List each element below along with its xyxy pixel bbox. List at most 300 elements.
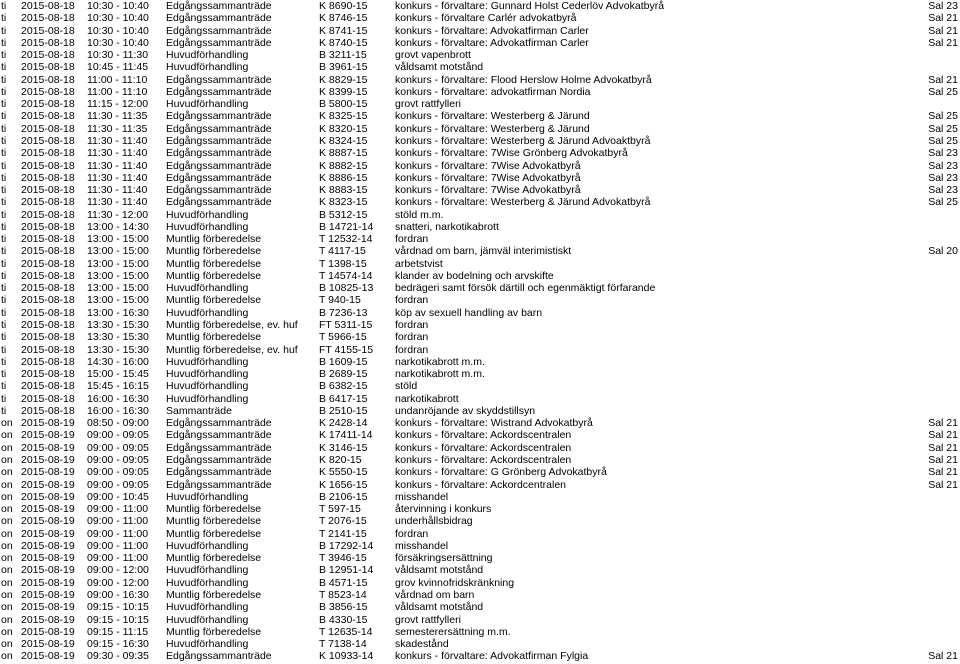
- schedule-row: [0, 380, 960, 392]
- time-cell: 09:00 - 09:05: [87, 453, 149, 466]
- description-cell: bedrägeri samt försök därtill och egenmäktigt förfarande: [395, 282, 656, 295]
- case-number-cell: T 597-15: [319, 503, 361, 516]
- time-cell: 13:30 - 15:30: [87, 343, 149, 356]
- hearing-type-cell: Huvudförhandling: [166, 564, 249, 577]
- schedule-row: [0, 147, 960, 159]
- description-cell: konkurs - förvaltare: 7Wise Grönberg Advokatbyrå: [395, 147, 628, 160]
- date-cell: 2015-08-18: [21, 208, 75, 221]
- case-number-cell: B 3961-15: [319, 61, 368, 74]
- schedule-row: [0, 528, 960, 540]
- hearing-type-cell: Huvudförhandling: [166, 49, 249, 62]
- description-cell: fordran: [395, 319, 429, 332]
- case-number-cell: T 12532-14: [319, 233, 373, 246]
- schedule-row: [0, 601, 960, 613]
- date-cell: 2015-08-19: [21, 478, 75, 491]
- date-cell: 2015-08-19: [21, 613, 75, 626]
- room-cell: Sal 23: [928, 159, 958, 172]
- description-cell: konkurs - förvaltare: Ackordscentralen: [395, 429, 572, 442]
- hearing-type-cell: Edgångssammanträde: [166, 36, 272, 49]
- hearing-type-cell: Huvudförhandling: [166, 368, 249, 381]
- time-cell: 09:00 - 11:00: [87, 527, 149, 540]
- time-cell: 13:00 - 15:00: [87, 245, 149, 258]
- day-cell: ti: [1, 49, 7, 62]
- date-cell: 2015-08-18: [21, 269, 75, 282]
- date-cell: 2015-08-18: [21, 0, 75, 12]
- schedule-row: [0, 245, 960, 257]
- date-cell: 2015-08-18: [21, 257, 75, 270]
- day-cell: on: [1, 527, 13, 540]
- schedule-row: [0, 417, 960, 429]
- case-number-cell: B 6417-15: [319, 392, 368, 405]
- description-cell: grovt rattfylleri: [395, 613, 461, 626]
- case-number-cell: K 8740-15: [319, 36, 368, 49]
- hearing-type-cell: Muntlig förberedelse: [166, 245, 262, 258]
- description-cell: försäkringsersättning: [395, 552, 493, 565]
- time-cell: 11:00 - 11:10: [87, 85, 148, 98]
- room-cell: Sal 21: [928, 417, 958, 430]
- schedule-row: [0, 442, 960, 454]
- schedule-row: [0, 491, 960, 503]
- date-cell: 2015-08-18: [21, 220, 75, 233]
- case-number-cell: K 8690-15: [319, 0, 368, 12]
- case-number-cell: B 3856-15: [319, 601, 368, 614]
- hearing-type-cell: Huvudförhandling: [166, 208, 249, 221]
- day-cell: ti: [1, 110, 7, 123]
- day-cell: on: [1, 441, 13, 454]
- time-cell: 13:00 - 15:00: [87, 282, 149, 295]
- case-number-cell: T 5966-15: [319, 331, 367, 344]
- schedule-row: [0, 331, 960, 343]
- time-cell: 09:00 - 09:05: [87, 466, 149, 479]
- hearing-type-cell: Edgångssammanträde: [166, 196, 272, 209]
- day-cell: ti: [1, 319, 7, 332]
- day-cell: ti: [1, 171, 7, 184]
- day-cell: on: [1, 429, 13, 442]
- date-cell: 2015-08-19: [21, 564, 75, 577]
- description-cell: snatteri, narkotikabrott: [395, 220, 499, 233]
- description-cell: narkotikabrott m.m.: [395, 355, 485, 368]
- hearing-type-cell: Edgångssammanträde: [166, 110, 272, 123]
- description-cell: grov kvinnofridskränkning: [395, 576, 515, 589]
- description-cell: underhållsbidrag: [395, 515, 473, 528]
- schedule-row: [0, 25, 960, 37]
- case-number-cell: B 2510-15: [319, 404, 368, 417]
- date-cell: 2015-08-18: [21, 233, 75, 246]
- description-cell: grovt rattfylleri: [395, 98, 461, 111]
- description-cell: konkurs - förvaltare: Ackordscentralen: [395, 441, 572, 454]
- case-number-cell: K 8323-15: [319, 196, 368, 209]
- date-cell: 2015-08-19: [21, 539, 75, 552]
- schedule-row: [0, 74, 960, 86]
- time-cell: 10:30 - 11:30: [87, 49, 149, 62]
- time-cell: 09:00 - 12:00: [87, 576, 149, 589]
- date-cell: 2015-08-19: [21, 515, 75, 528]
- hearing-type-cell: Edgångssammanträde: [166, 24, 272, 37]
- time-cell: 09:00 - 11:00: [87, 515, 149, 528]
- time-cell: 13:00 - 15:00: [87, 257, 149, 270]
- description-cell: misshandel: [395, 490, 449, 503]
- schedule-row: [0, 294, 960, 306]
- time-cell: 09:00 - 11:00: [87, 539, 149, 552]
- hearing-type-cell: Sammanträde: [166, 404, 232, 417]
- date-cell: 2015-08-19: [21, 576, 75, 589]
- date-cell: 2015-08-19: [21, 453, 75, 466]
- hearing-type-cell: Muntlig förberedelse, ev. huf: [166, 319, 298, 332]
- description-cell: fordran: [395, 294, 429, 307]
- description-cell: konkurs - förvaltare: advokatfirman Nordia: [395, 85, 591, 98]
- description-cell: konkurs - förvaltare: Advokatfirman Carler: [395, 36, 589, 49]
- case-number-cell: T 7138-14: [319, 638, 367, 651]
- day-cell: ti: [1, 85, 7, 98]
- hearing-type-cell: Edgångssammanträde: [166, 171, 272, 184]
- hearing-type-cell: Huvudförhandling: [166, 282, 249, 295]
- room-cell: Sal 21: [928, 12, 958, 25]
- time-cell: 13:30 - 15:30: [87, 331, 149, 344]
- description-cell: semesterersättning m.m.: [395, 625, 511, 638]
- description-cell: narkotikabrott: [395, 392, 459, 405]
- room-cell: Sal 21: [928, 24, 958, 37]
- day-cell: on: [1, 576, 13, 589]
- day-cell: ti: [1, 306, 7, 319]
- date-cell: 2015-08-18: [21, 12, 75, 25]
- room-cell: Sal 23: [928, 171, 958, 184]
- schedule-row: [0, 61, 960, 73]
- room-cell: Sal 21: [928, 478, 958, 491]
- time-cell: 11:15 - 12:00: [87, 98, 149, 111]
- day-cell: on: [1, 515, 13, 528]
- room-cell: Sal 21: [928, 466, 958, 479]
- time-cell: 13:30 - 15:30: [87, 319, 149, 332]
- date-cell: 2015-08-18: [21, 36, 75, 49]
- hearing-type-cell: Muntlig förberedelse: [166, 269, 262, 282]
- time-cell: 10:30 - 10:40: [87, 36, 149, 49]
- day-cell: on: [1, 466, 13, 479]
- schedule-row: [0, 270, 960, 282]
- hearing-type-cell: Huvudförhandling: [166, 490, 249, 503]
- hearing-type-cell: Muntlig förberedelse: [166, 515, 262, 528]
- description-cell: konkurs - förvaltare: Westerberg & Järund: [395, 122, 590, 135]
- schedule-row: [0, 233, 960, 245]
- time-cell: 13:00 - 14:30: [87, 220, 149, 233]
- day-cell: ti: [1, 404, 7, 417]
- hearing-type-cell: Edgångssammanträde: [166, 453, 272, 466]
- time-cell: 09:00 - 09:05: [87, 429, 149, 442]
- time-cell: 13:00 - 16:30: [87, 306, 149, 319]
- day-cell: ti: [1, 0, 7, 12]
- room-cell: Sal 21: [928, 73, 958, 86]
- time-cell: 09:15 - 10:15: [87, 601, 149, 614]
- schedule-row: [0, 307, 960, 319]
- hearing-type-cell: Edgångssammanträde: [166, 0, 272, 12]
- schedule-row: [0, 356, 960, 368]
- description-cell: vårdnad om barn, jämväl interimistiskt: [395, 245, 572, 258]
- date-cell: 2015-08-19: [21, 503, 75, 516]
- date-cell: 2015-08-18: [21, 98, 75, 111]
- description-cell: konkurs - förvaltare: Westerberg & Järund Advoaktbyrå: [395, 134, 651, 147]
- time-cell: 16:00 - 16:30: [87, 392, 149, 405]
- time-cell: 09:00 - 09:05: [87, 478, 149, 491]
- hearing-type-cell: Huvudförhandling: [166, 380, 249, 393]
- case-number-cell: FT 4155-15: [319, 343, 374, 356]
- time-cell: 15:45 - 16:15: [87, 380, 149, 393]
- case-number-cell: FT 5311-15: [319, 319, 373, 332]
- case-number-cell: B 4330-15: [319, 613, 368, 626]
- date-cell: 2015-08-19: [21, 601, 75, 614]
- schedule-row: [0, 454, 960, 466]
- case-number-cell: K 820-15: [319, 453, 362, 466]
- case-number-cell: T 2141-15: [319, 527, 367, 540]
- hearing-type-cell: Edgångssammanträde: [166, 134, 272, 147]
- case-number-cell: K 8324-15: [319, 134, 368, 147]
- day-cell: ti: [1, 343, 7, 356]
- case-number-cell: B 12951-14: [319, 564, 374, 577]
- date-cell: 2015-08-18: [21, 404, 75, 417]
- day-cell: ti: [1, 355, 7, 368]
- schedule-row: [0, 123, 960, 135]
- schedule-row: [0, 466, 960, 478]
- case-number-cell: K 8320-15: [319, 122, 368, 135]
- description-cell: konkurs - förvaltare: G Grönberg Advokatbyrå: [395, 466, 607, 479]
- schedule-row: [0, 393, 960, 405]
- day-cell: on: [1, 453, 13, 466]
- hearing-type-cell: Huvudförhandling: [166, 98, 249, 111]
- day-cell: ti: [1, 184, 7, 197]
- time-cell: 10:30 - 10:40: [87, 0, 149, 12]
- description-cell: köp av sexuell handling av barn: [395, 306, 543, 319]
- hearing-type-cell: Edgångssammanträde: [166, 466, 272, 479]
- description-cell: våldsamt motstånd: [395, 564, 484, 577]
- time-cell: 08:50 - 09:00: [87, 417, 149, 430]
- description-cell: konkurs - förvaltare: Westerberg & Järund Advokatbyrå: [395, 196, 651, 209]
- hearing-type-cell: Muntlig förberedelse: [166, 331, 262, 344]
- hearing-type-cell: Edgångssammanträde: [166, 184, 272, 197]
- date-cell: 2015-08-18: [21, 24, 75, 37]
- schedule-row: [0, 564, 960, 576]
- case-number-cell: K 3146-15: [319, 441, 368, 454]
- schedule-row: [0, 135, 960, 147]
- time-cell: 09:15 - 10:15: [87, 613, 149, 626]
- case-number-cell: K 8746-15: [319, 12, 368, 25]
- time-cell: 13:00 - 15:00: [87, 233, 149, 246]
- hearing-type-cell: Edgångssammanträde: [166, 159, 272, 172]
- hearing-type-cell: Muntlig förberedelse: [166, 552, 262, 565]
- hearing-type-cell: Muntlig förberedelse: [166, 503, 262, 516]
- date-cell: 2015-08-18: [21, 110, 75, 123]
- schedule-row: [0, 638, 960, 650]
- description-cell: skadestånd: [395, 638, 449, 651]
- case-number-cell: B 3211-15: [319, 49, 367, 62]
- schedule-row: [0, 0, 960, 12]
- case-number-cell: K 5550-15: [319, 466, 368, 479]
- date-cell: 2015-08-19: [21, 638, 75, 651]
- hearing-type-cell: Muntlig förberedelse: [166, 625, 262, 638]
- time-cell: 09:00 - 11:00: [87, 503, 149, 516]
- case-number-cell: B 5312-15: [319, 208, 368, 221]
- hearing-type-cell: Muntlig förberedelse: [166, 233, 262, 246]
- room-cell: Sal 21: [928, 36, 958, 49]
- description-cell: grovt vapenbrott: [395, 49, 471, 62]
- day-cell: ti: [1, 98, 7, 111]
- date-cell: 2015-08-18: [21, 196, 75, 209]
- room-cell: Sal 25: [928, 85, 958, 98]
- description-cell: arbetstvist: [395, 257, 443, 270]
- room-cell: Sal 25: [928, 110, 958, 123]
- schedule-row: [0, 589, 960, 601]
- schedule-row: [0, 614, 960, 626]
- time-cell: 13:00 - 15:00: [87, 294, 149, 307]
- description-cell: fordran: [395, 233, 429, 246]
- schedule-row: [0, 12, 960, 24]
- date-cell: 2015-08-19: [21, 417, 75, 430]
- description-cell: vårdnad om barn: [395, 588, 475, 601]
- hearing-type-cell: Huvudförhandling: [166, 355, 249, 368]
- case-number-cell: B 2106-15: [319, 490, 368, 503]
- date-cell: 2015-08-18: [21, 184, 75, 197]
- schedule-row: [0, 110, 960, 122]
- time-cell: 11:30 - 11:40: [87, 159, 148, 172]
- hearing-type-cell: Edgångssammanträde: [166, 478, 272, 491]
- date-cell: 2015-08-18: [21, 134, 75, 147]
- date-cell: 2015-08-18: [21, 368, 75, 381]
- day-cell: ti: [1, 208, 7, 221]
- date-cell: 2015-08-18: [21, 159, 75, 172]
- day-cell: ti: [1, 245, 7, 258]
- case-number-cell: T 2076-15: [319, 515, 367, 528]
- case-number-cell: K 17411-14: [319, 429, 373, 442]
- time-cell: 13:00 - 15:00: [87, 269, 149, 282]
- date-cell: 2015-08-18: [21, 245, 75, 258]
- day-cell: on: [1, 490, 13, 503]
- time-cell: 09:00 - 12:00: [87, 564, 149, 577]
- hearing-type-cell: Edgångssammanträde: [166, 417, 272, 430]
- description-cell: konkurs - förvaltare: 7Wise Advokatbyrå: [395, 184, 581, 197]
- schedule-row: [0, 98, 960, 110]
- case-number-cell: T 4117-15: [319, 245, 366, 258]
- day-cell: on: [1, 417, 13, 430]
- case-number-cell: K 8883-15: [319, 184, 368, 197]
- hearing-type-cell: Edgångssammanträde: [166, 73, 272, 86]
- day-cell: ti: [1, 282, 7, 295]
- description-cell: konkurs - förvaltare: Ackordscentralen: [395, 453, 572, 466]
- date-cell: 2015-08-18: [21, 343, 75, 356]
- date-cell: 2015-08-18: [21, 380, 75, 393]
- room-cell: Sal 25: [928, 196, 958, 209]
- description-cell: konkurs - förvaltare Carlér advokatbyrå: [395, 12, 577, 25]
- date-cell: 2015-08-18: [21, 61, 75, 74]
- room-cell: Sal 21: [928, 429, 958, 442]
- case-number-cell: K 8325-15: [319, 110, 368, 123]
- case-number-cell: B 6382-15: [319, 380, 368, 393]
- day-cell: ti: [1, 220, 7, 233]
- time-cell: 09:00 - 09:05: [87, 441, 149, 454]
- day-cell: ti: [1, 392, 7, 405]
- hearing-type-cell: Muntlig förberedelse: [166, 257, 262, 270]
- description-cell: konkurs - förvaltare: 7Wise Advokatbyrå: [395, 159, 581, 172]
- description-cell: klander av bodelning och arvskifte: [395, 269, 554, 282]
- case-number-cell: K 8399-15: [319, 85, 368, 98]
- case-number-cell: K 8887-15: [319, 147, 368, 160]
- time-cell: 11:30 - 11:35: [87, 110, 148, 123]
- hearing-type-cell: Huvudförhandling: [166, 61, 249, 74]
- hearing-type-cell: Huvudförhandling: [166, 539, 249, 552]
- hearing-type-cell: Muntlig förberedelse: [166, 588, 262, 601]
- description-cell: stöld m.m.: [395, 208, 444, 221]
- schedule-row: [0, 282, 960, 294]
- room-cell: Sal 23: [928, 184, 958, 197]
- description-cell: konkurs - förvaltare: Westerberg & Järund: [395, 110, 590, 123]
- day-cell: ti: [1, 331, 7, 344]
- date-cell: 2015-08-18: [21, 147, 75, 160]
- date-cell: 2015-08-19: [21, 490, 75, 503]
- day-cell: on: [1, 539, 13, 552]
- day-cell: on: [1, 650, 13, 663]
- description-cell: återvinning i konkurs: [395, 503, 492, 516]
- hearing-type-cell: Huvudförhandling: [166, 392, 249, 405]
- time-cell: 11:00 - 11:10: [87, 73, 148, 86]
- schedule-row: [0, 479, 960, 491]
- time-cell: 09:00 - 11:00: [87, 552, 149, 565]
- time-cell: 11:30 - 12:00: [87, 208, 149, 221]
- schedule-row: [0, 540, 960, 552]
- day-cell: on: [1, 625, 13, 638]
- hearing-type-cell: Edgångssammanträde: [166, 12, 272, 25]
- date-cell: 2015-08-19: [21, 466, 75, 479]
- date-cell: 2015-08-19: [21, 429, 75, 442]
- schedule-row: [0, 184, 960, 196]
- schedule-row: [0, 172, 960, 184]
- day-cell: on: [1, 601, 13, 614]
- description-cell: undanröjande av skyddstillsyn: [395, 404, 536, 417]
- date-cell: 2015-08-18: [21, 392, 75, 405]
- hearing-type-cell: Edgångssammanträde: [166, 147, 272, 160]
- date-cell: 2015-08-19: [21, 552, 75, 565]
- schedule-row: [0, 515, 960, 527]
- room-cell: Sal 20: [928, 245, 958, 258]
- case-number-cell: T 14574-14: [319, 269, 373, 282]
- day-cell: ti: [1, 294, 7, 307]
- day-cell: ti: [1, 159, 7, 172]
- date-cell: 2015-08-18: [21, 355, 75, 368]
- schedule-row: [0, 160, 960, 172]
- case-number-cell: B 17292-14: [319, 539, 374, 552]
- description-cell: fordran: [395, 527, 429, 540]
- schedule-row: [0, 344, 960, 356]
- schedule-row: [0, 552, 960, 564]
- time-cell: 11:30 - 11:40: [87, 184, 148, 197]
- case-number-cell: K 8741-15: [319, 24, 368, 37]
- case-number-cell: B 5800-15: [319, 98, 368, 111]
- time-cell: 16:00 - 16:30: [87, 404, 149, 417]
- room-cell: Sal 25: [928, 134, 958, 147]
- description-cell: konkurs - förvaltare: Gunnard Holst Cederlöv Advokatbyrå: [395, 0, 665, 12]
- day-cell: ti: [1, 122, 7, 135]
- date-cell: 2015-08-18: [21, 171, 75, 184]
- case-number-cell: B 14721-14: [319, 220, 374, 233]
- hearing-type-cell: Edgångssammanträde: [166, 85, 272, 98]
- time-cell: 09:15 - 11:15: [87, 625, 149, 638]
- day-cell: on: [1, 613, 13, 626]
- time-cell: 09:00 - 16:30: [87, 588, 149, 601]
- room-cell: Sal 25: [928, 122, 958, 135]
- date-cell: 2015-08-18: [21, 85, 75, 98]
- date-cell: 2015-08-19: [21, 588, 75, 601]
- schedule-row: [0, 221, 960, 233]
- description-cell: konkurs - förvaltare: Flood Herslow Holme Advokatbyrå: [395, 73, 652, 86]
- description-cell: fordran: [395, 343, 429, 356]
- description-cell: misshandel: [395, 539, 449, 552]
- hearing-type-cell: Huvudförhandling: [166, 576, 249, 589]
- hearing-type-cell: Muntlig förberedelse: [166, 527, 262, 540]
